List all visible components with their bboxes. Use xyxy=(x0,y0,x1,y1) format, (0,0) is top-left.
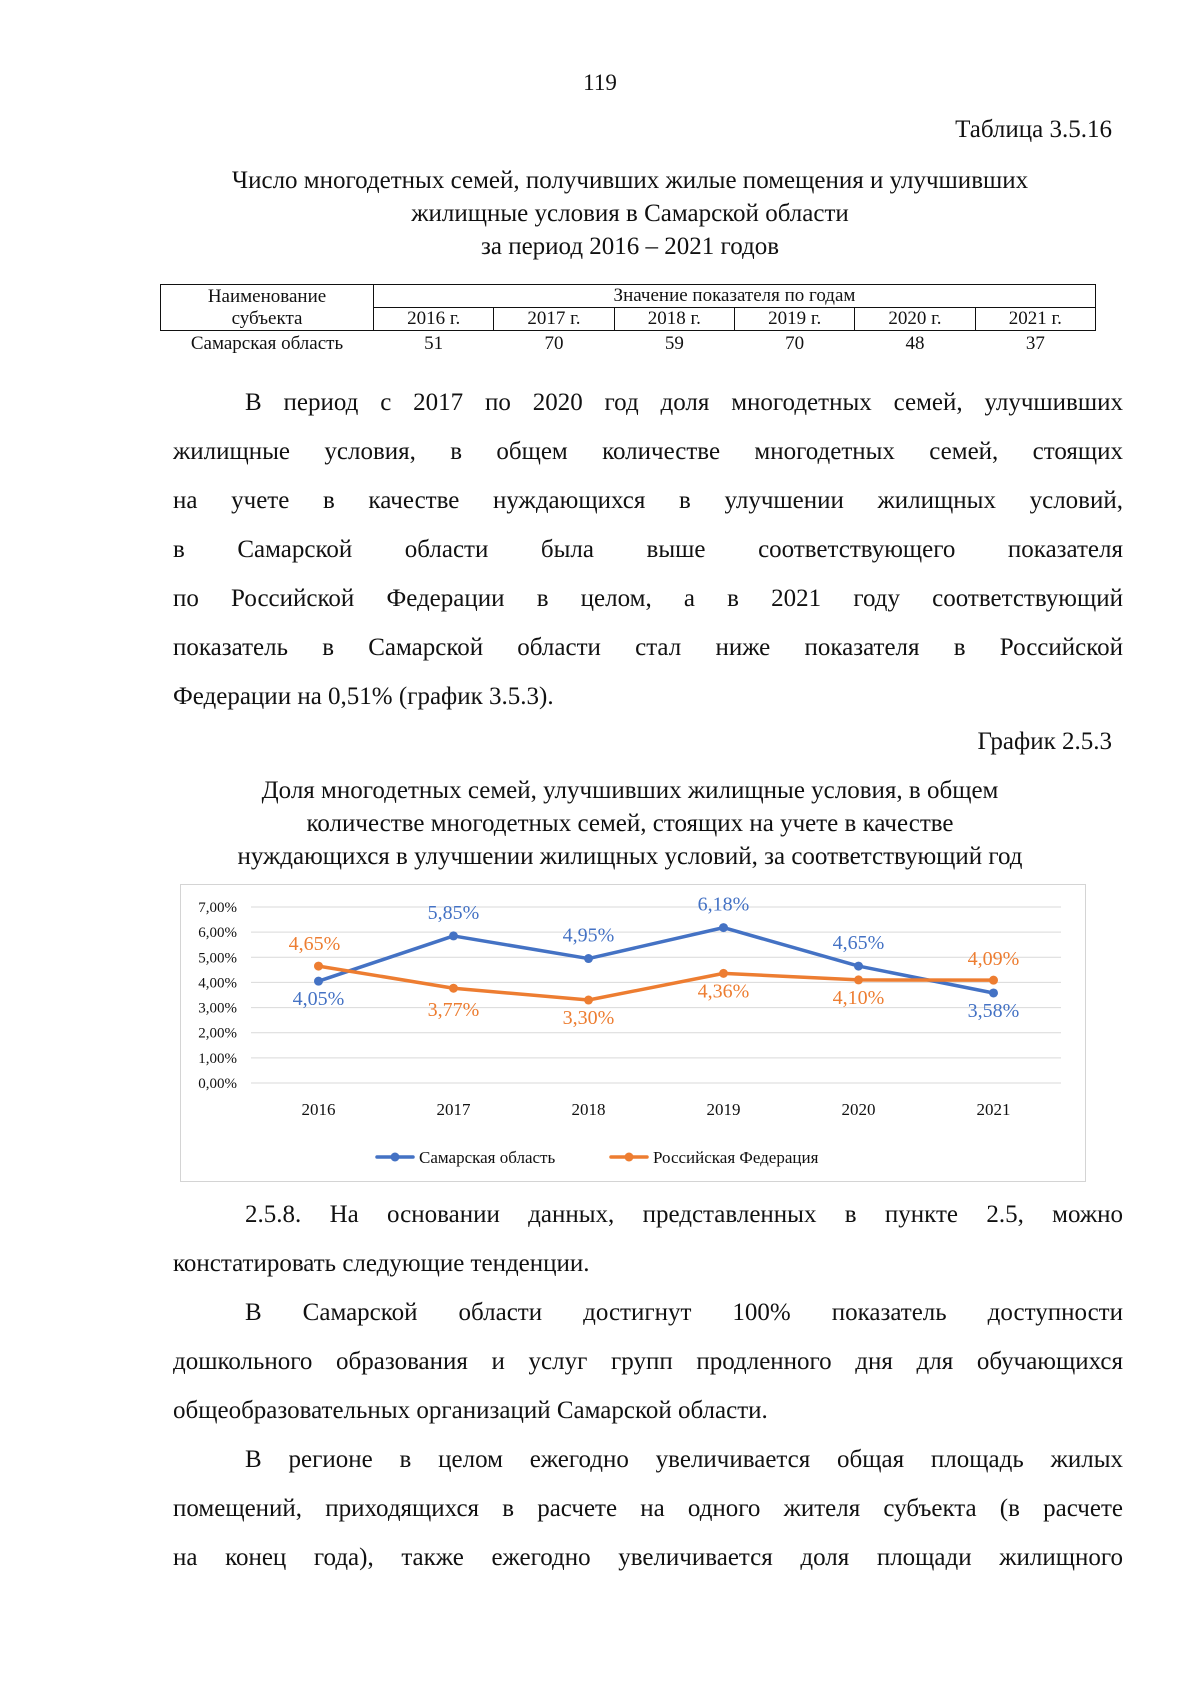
data-point xyxy=(719,923,728,932)
data-label: 5,85% xyxy=(427,901,480,924)
data-label: 6,18% xyxy=(697,893,750,916)
paragraph-2 xyxy=(173,1190,1123,1288)
row-value: 59 xyxy=(664,333,684,354)
paragraph-line: жилищные условия, в общем количестве многодетных семей, стоящих xyxy=(173,438,1123,465)
paragraph-line: Федерации на 0,51% (график 3.5.3). xyxy=(173,683,554,710)
data-point xyxy=(449,984,458,993)
table-title-line: за период 2016 – 2021 годов xyxy=(480,233,779,260)
chart-title-line: нуждающихся в улучшении жилищных условий, за соответствующий год xyxy=(237,843,1023,870)
y-tick-label: 6,00% xyxy=(198,925,237,942)
data-point xyxy=(854,962,863,971)
chart-title-line: Доля многодетных семей, улучшивших жилищные условия, в общем xyxy=(261,777,999,804)
data-point xyxy=(719,969,728,978)
header-name-cell xyxy=(161,285,374,331)
x-tick-label: 2018 xyxy=(571,1100,606,1119)
data-label: 3,77% xyxy=(427,999,480,1022)
table-header-row xyxy=(161,285,1096,308)
paragraph-line: дошкольного образования и услуг групп продленного дня для обучающихся xyxy=(173,1348,1123,1375)
year-header: 2018 г. xyxy=(614,308,734,331)
row-value: 48 xyxy=(905,333,925,354)
table-title xyxy=(150,164,1110,263)
data-label: 3,58% xyxy=(967,999,1020,1022)
paragraph-1 xyxy=(173,378,1123,721)
line-chart xyxy=(180,884,1086,1182)
row-value: 70 xyxy=(544,333,564,354)
paragraph-line: на учете в качестве нуждающихся в улучшении жилищных условий, xyxy=(173,487,1123,514)
year-header: 2017 г. xyxy=(494,308,614,331)
row-value: 51 xyxy=(424,333,444,354)
chart-title xyxy=(150,774,1110,873)
data-label: 4,65% xyxy=(288,933,341,956)
year-header: 2019 г. xyxy=(734,308,854,331)
table-label: Таблица 3.5.16 xyxy=(955,116,1112,143)
data-label: 4,10% xyxy=(832,986,885,1009)
paragraph-line: В Самарской области достигнут 100% показатель доступности xyxy=(245,1299,1123,1326)
legend-marker xyxy=(391,1153,400,1162)
legend-marker xyxy=(625,1153,634,1162)
row-value: 37 xyxy=(1025,333,1045,354)
data-label: 4,05% xyxy=(292,988,345,1011)
data-table xyxy=(160,284,1096,355)
data-point xyxy=(449,931,458,940)
header-name-line: Наименование xyxy=(207,285,327,307)
table-row xyxy=(161,331,1096,356)
legend-label: Российская Федерация xyxy=(653,1148,819,1167)
chart-title-line: количестве многодетных семей, стоящих на учете в качестве xyxy=(306,810,954,837)
y-tick-label: 1,00% xyxy=(198,1050,237,1067)
paragraph-line: помещений, приходящихся в расчете на одного жителя субъекта (в расчете xyxy=(173,1495,1123,1522)
data-label: 4,09% xyxy=(967,948,1020,971)
x-tick-label: 2020 xyxy=(841,1100,876,1119)
header-name-line: субъекта xyxy=(231,307,303,329)
x-tick-label: 2017 xyxy=(436,1100,471,1119)
y-tick-label: 4,00% xyxy=(198,975,237,992)
paragraph-line: 2.5.8. На основании данных, представленных в пункте 2.5, можно xyxy=(245,1201,1123,1228)
data-label: 4,95% xyxy=(562,924,615,947)
y-tick-label: 7,00% xyxy=(198,900,237,916)
data-label: 4,65% xyxy=(832,932,885,955)
legend-label: Самарская область xyxy=(419,1148,556,1167)
paragraph-line: по Российской Федерации в целом, а в 2021 году соответствующий xyxy=(173,585,1123,612)
paragraph-4 xyxy=(173,1435,1123,1582)
year-header: 2020 г. xyxy=(855,308,975,331)
data-point xyxy=(584,996,593,1005)
y-tick-label: 2,00% xyxy=(198,1025,237,1042)
y-tick-label: 5,00% xyxy=(198,950,237,967)
year-header: 2021 г. xyxy=(975,308,1095,331)
paragraph-line: общеобразовательных организаций Самарской области. xyxy=(173,1397,768,1424)
x-tick-label: 2016 xyxy=(301,1100,336,1119)
paragraph-line: констатировать следующие тенденции. xyxy=(173,1250,590,1277)
table-title-line: жилищные условия в Самарской области xyxy=(411,200,849,227)
x-tick-label: 2021 xyxy=(976,1100,1011,1119)
x-tick-label: 2019 xyxy=(706,1100,741,1119)
data-point xyxy=(314,962,323,971)
paragraph-line: в Самарской области была выше соответствующего показателя xyxy=(173,536,1123,563)
header-values-cell: Значение показателя по годам xyxy=(374,285,1096,308)
paragraph-line: на конец года), также ежегодно увеличивается доля площади жилищного xyxy=(173,1544,1123,1571)
y-tick-label: 0,00% xyxy=(198,1076,237,1092)
paragraph-line: В период с 2017 по 2020 год доля многодетных семей, улучшивших xyxy=(245,389,1123,416)
row-value: 70 xyxy=(785,333,805,354)
paragraph-line: В регионе в целом ежегодно увеличивается общая площадь жилых xyxy=(245,1446,1123,1473)
line-chart-svg xyxy=(181,885,1085,1181)
data-point xyxy=(314,977,323,986)
page-number: 119 xyxy=(583,70,617,95)
data-point xyxy=(989,988,998,997)
data-label: 4,36% xyxy=(697,980,750,1003)
paragraph-3 xyxy=(173,1288,1123,1435)
graph-label: График 2.5.3 xyxy=(977,728,1112,755)
data-point xyxy=(989,976,998,985)
y-tick-label: 3,00% xyxy=(198,1000,237,1017)
data-point xyxy=(854,975,863,984)
row-name: Самарская область xyxy=(190,333,344,354)
data-point xyxy=(584,954,593,963)
data-label: 3,30% xyxy=(562,1007,615,1030)
paragraph-line: показатель в Самарской области стал ниже показателя в Российской xyxy=(173,634,1123,661)
table-title-line: Число многодетных семей, получивших жилые помещения и улучшивших xyxy=(231,167,1029,194)
year-header: 2016 г. xyxy=(374,308,494,331)
